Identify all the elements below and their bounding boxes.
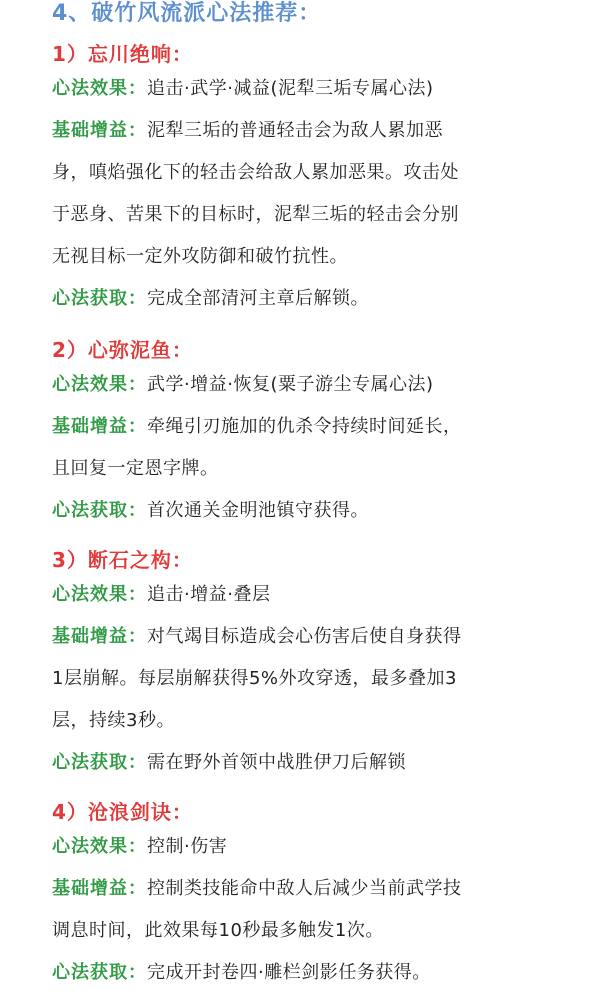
bonus-label: 基础增益： <box>52 120 147 141</box>
obtain-row <box>52 490 572 532</box>
effect-text: 武学·增益·恢复(粟子游尘专属心法) <box>147 374 434 395</box>
effect-text: 追击·武学·减益(泥犁三垢专属心法) <box>147 78 434 99</box>
item-title: 3）断石之构： <box>52 548 193 572</box>
effect-row <box>52 68 572 110</box>
item-wangchuan <box>52 40 572 320</box>
effect-row <box>52 574 572 616</box>
obtain-label: 心法获取： <box>52 500 147 521</box>
item-xinmi <box>52 336 572 532</box>
obtain-row <box>52 952 572 994</box>
bonus-line: 层，持续3秒。 <box>52 710 175 731</box>
item-duanshi <box>52 546 572 784</box>
item-title: 1）忘川绝响： <box>52 42 193 66</box>
bonus-row <box>52 616 572 658</box>
bonus-text: 泥犁三垢的普通轻击会为敌人累加恶 <box>147 120 443 141</box>
obtain-label: 心法获取： <box>52 288 147 309</box>
obtain-row <box>52 278 572 320</box>
bonus-line: 调息时间，此效果每10秒最多触发1次。 <box>52 920 384 941</box>
effect-row <box>52 826 572 868</box>
effect-label: 心法效果： <box>52 78 147 99</box>
obtain-text: 首次通关金明池镇守获得。 <box>147 500 369 521</box>
obtain-text: 完成全部清河主章后解锁。 <box>147 288 369 309</box>
bonus-line: 1层崩解。每层崩解获得5%外攻穿透，最多叠加3 <box>52 668 457 689</box>
effect-label: 心法效果： <box>52 836 147 857</box>
bonus-line: 无视目标一定外攻防御和破竹抗性。 <box>52 246 348 267</box>
effect-row <box>52 364 572 406</box>
bonus-line: 且回复一定恩字牌。 <box>52 458 219 479</box>
section-title: 4、破竹风流派心法推荐： <box>52 1 322 26</box>
obtain-label: 心法获取： <box>52 962 147 983</box>
obtain-row <box>52 742 572 784</box>
effect-label: 心法效果： <box>52 584 147 605</box>
bonus-text: 控制类技能命中敌人后减少当前武学技 <box>147 878 462 899</box>
effect-label: 心法效果： <box>52 374 147 395</box>
bonus-text: 牵绳引刃施加的仇杀令持续时间延长， <box>147 416 462 437</box>
bonus-label: 基础增益： <box>52 416 147 437</box>
bonus-label: 基础增益： <box>52 626 147 647</box>
bonus-line: 身，嗔焰强化下的轻击会给敌人累加恶果。攻击处 <box>52 162 459 183</box>
item-canglang <box>52 798 572 994</box>
item-title: 2）心弥泥鱼： <box>52 338 193 362</box>
bonus-row <box>52 868 572 910</box>
effect-text: 控制·伤害 <box>147 836 228 857</box>
bonus-label: 基础增益： <box>52 878 147 899</box>
obtain-label: 心法获取： <box>52 752 147 773</box>
item-title: 4）沧浪剑诀： <box>52 800 193 824</box>
bonus-row <box>52 110 572 152</box>
effect-text: 追击·增益·叠层 <box>147 584 271 605</box>
bonus-text: 对气竭目标造成会心伤害后使自身获得 <box>147 626 462 647</box>
obtain-text: 需在野外首领中战胜伊刀后解锁 <box>147 752 406 773</box>
bonus-line: 于恶身、苦果下的目标时，泥犁三垢的轻击会分别 <box>52 204 459 225</box>
obtain-text: 完成开封卷四·雕栏剑影任务获得。 <box>147 962 431 983</box>
bonus-row <box>52 406 572 448</box>
